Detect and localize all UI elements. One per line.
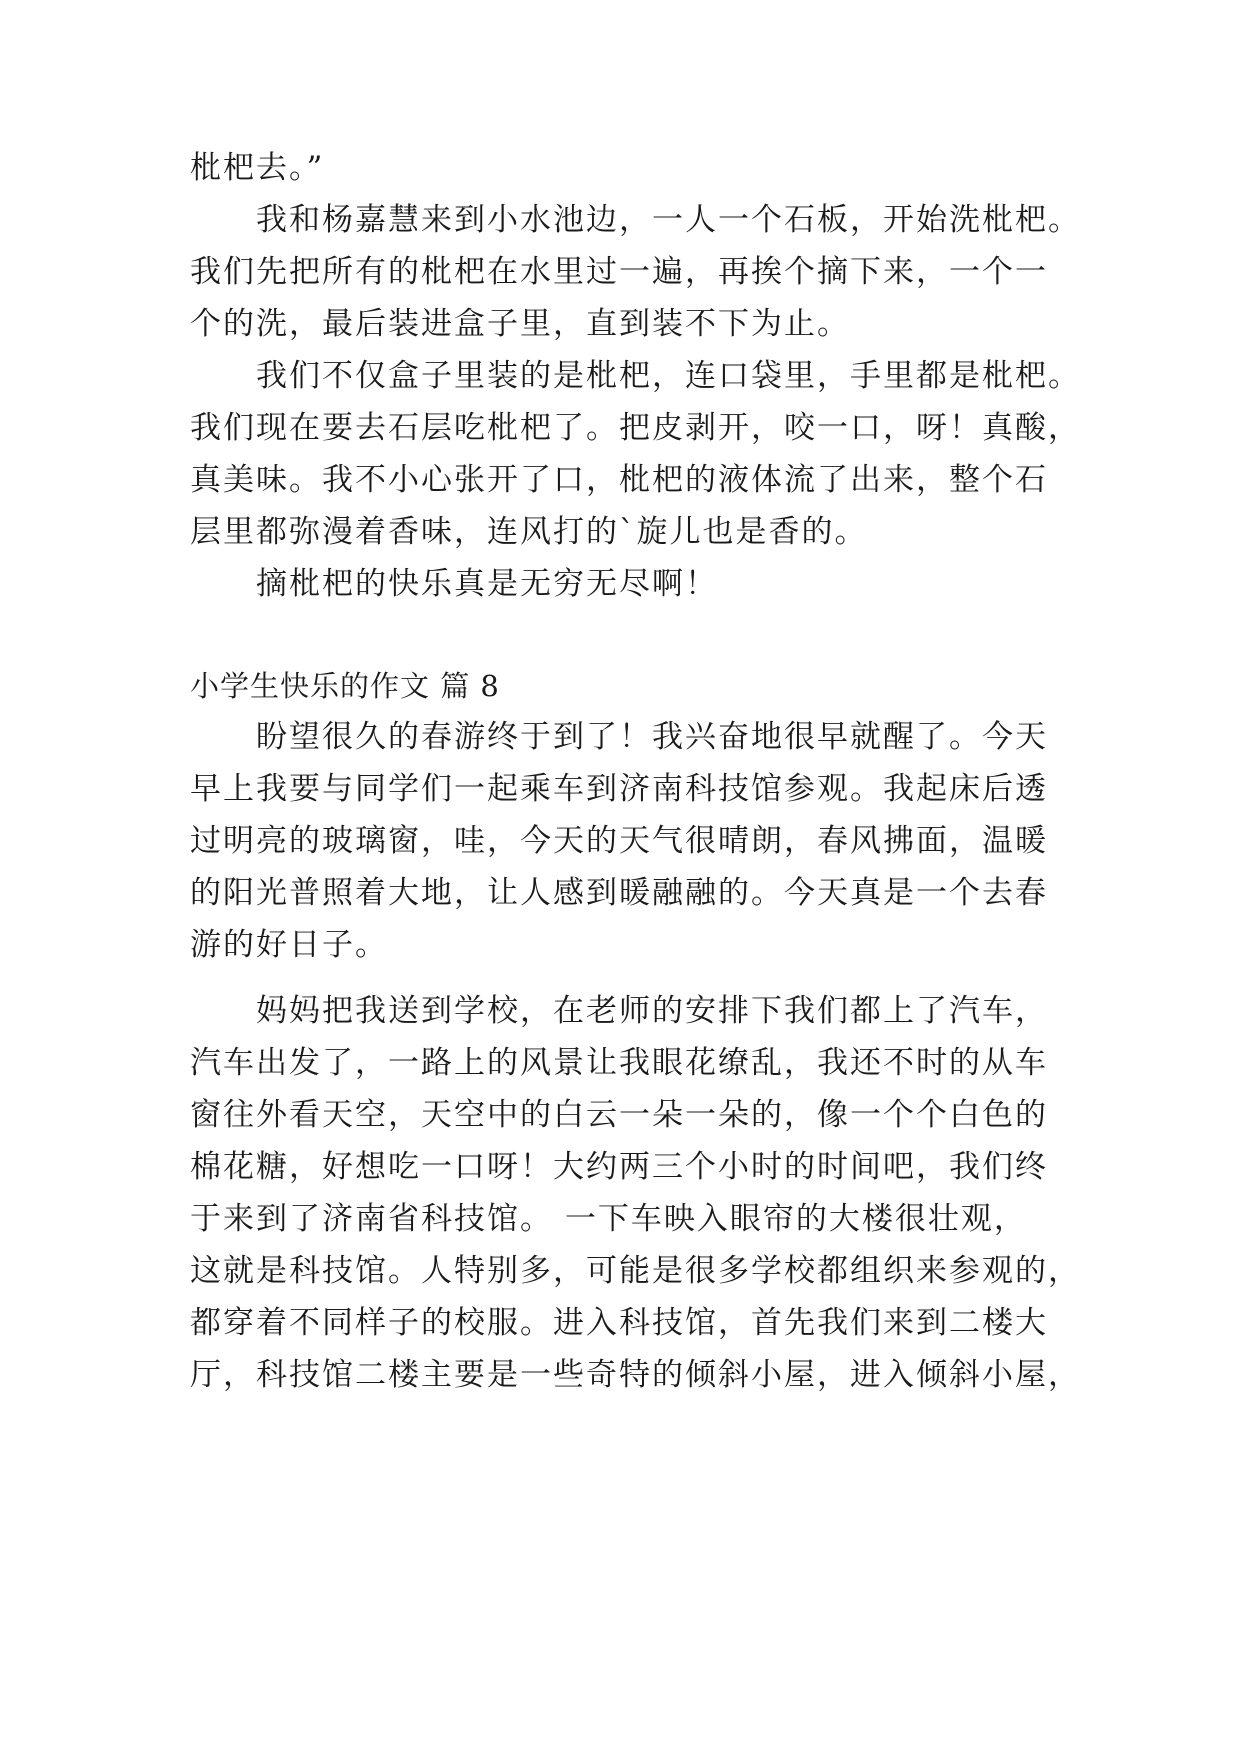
text-line: 妈妈把我送到学校，在老师的安排下我们都上了汽车，: [190, 993, 1048, 1029]
section-heading: 小学生快乐的作文 篇 8: [190, 669, 500, 703]
text-line: 层里都弥漫着香味，连风打的`旋儿也是香的。: [190, 514, 868, 550]
text-line: 个的洗，最后装进盒子里，直到装不下为止。: [190, 306, 850, 342]
text-line: 我们先把所有的枇杷在水里过一遍，再挨个摘下来，一个一: [190, 254, 1048, 290]
text-line: 汽车出发了，一路上的风景让我眼花缭乱，我还不时的从车: [190, 1045, 1048, 1081]
text-line: 我们现在要去石层吃枇杷了。把皮剥开，咬一口，呀！真酸，: [190, 410, 1081, 446]
text-line: 早上我要与同学们一起乘车到济南科技馆参观。我起床后透: [190, 771, 1048, 807]
text-line: 过明亮的玻璃窗，哇，今天的天气很晴朗，春风拂面，温暖: [190, 823, 1048, 859]
text-line: 枇杷去。”: [190, 150, 325, 186]
text-line: 都穿着不同样子的校服。进入科技馆，首先我们来到二楼大: [190, 1305, 1048, 1341]
text-line: 于来到了济南省科技馆。 一下车映入眼帘的大楼很壮观，: [190, 1201, 1027, 1237]
text-line: 我们不仅盒子里装的是枇杷，连口袋里，手里都是枇杷。: [190, 358, 1081, 394]
text-line: 摘枇杷的快乐真是无穷无尽啊！: [190, 566, 718, 602]
text-line: 棉花糖，好想吃一口呀！大约两三个小时的时间吧，我们终: [190, 1149, 1048, 1185]
text-line: 我和杨嘉慧来到小水池边，一人一个石板，开始洗枇杷。: [190, 202, 1081, 238]
text-line: 厅，科技馆二楼主要是一些奇特的倾斜小屋，进入倾斜小屋，: [190, 1357, 1081, 1393]
text-line: 窗往外看天空，天空中的白云一朵一朵的，像一个个白色的: [190, 1097, 1048, 1133]
text-line: 的阳光普照着大地，让人感到暖融融的。今天真是一个去春: [190, 875, 1048, 911]
text-line: 真美味。我不小心张开了口，枇杷的液体流了出来，整个石: [190, 462, 1048, 498]
text-line: 游的好日子。: [190, 927, 388, 963]
text-line: 盼望很久的春游终于到了！我兴奋地很早就醒了。今天: [190, 719, 1048, 755]
text-line: 这就是科技馆。人特别多，可能是很多学校都组织来参观的，: [190, 1253, 1081, 1289]
